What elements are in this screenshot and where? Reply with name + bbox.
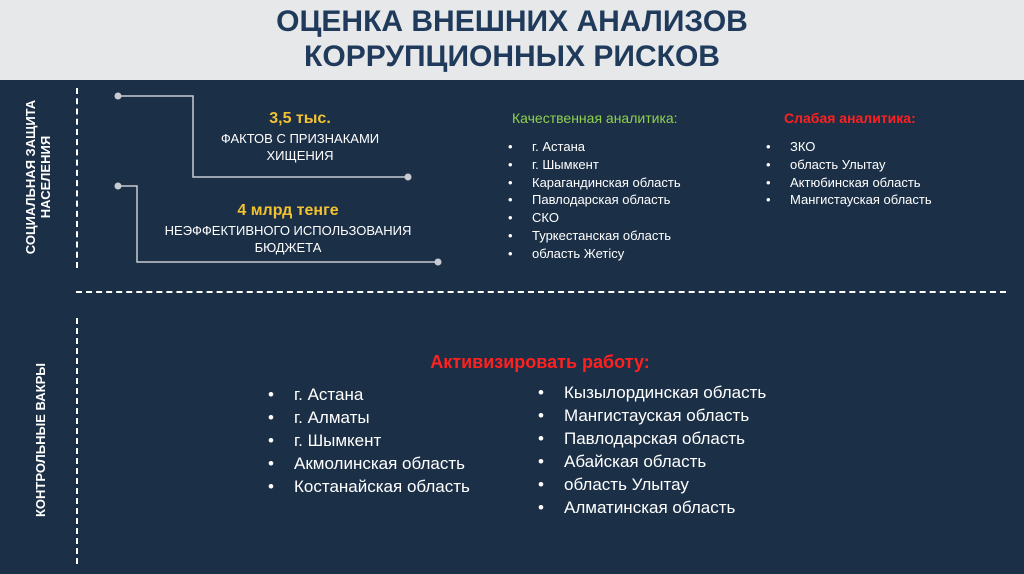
activate-list-right bbox=[538, 381, 766, 519]
list-item: • г. Астана bbox=[268, 383, 470, 406]
stat-description-2-line-2: БЮДЖЕТА bbox=[254, 240, 322, 255]
list-item: • ЗКО bbox=[766, 138, 932, 156]
list-item: • Карагандинская область bbox=[508, 174, 681, 192]
list-item: • Абайская область bbox=[538, 450, 766, 473]
weak-list bbox=[766, 138, 932, 209]
list-item: • г. Шымкент bbox=[268, 429, 470, 452]
section-label-social-line-1: СОЦИАЛЬНАЯ ЗАЩИТА bbox=[23, 99, 38, 255]
list-item: • Туркестанская область bbox=[508, 227, 681, 245]
section-label-control-text: КОНТРОЛЬНЫЕ ВАКРЫ bbox=[33, 363, 48, 517]
list-item: • Мангистауская область bbox=[538, 404, 766, 427]
list-item: • Павлодарская область bbox=[538, 427, 766, 450]
connector-dot bbox=[405, 174, 412, 181]
list-item: • г. Шымкент bbox=[508, 156, 681, 174]
stat-description-1 bbox=[180, 130, 420, 164]
stat-value-2: 4 млрд тенге bbox=[237, 202, 339, 219]
quality-list bbox=[508, 138, 681, 263]
list-item: • СКО bbox=[508, 209, 681, 227]
stat-description-2 bbox=[138, 222, 438, 256]
connector-dot bbox=[115, 93, 122, 100]
list-item: • Павлодарская область bbox=[508, 191, 681, 209]
title-line-1: ОЦЕНКА ВНЕШНИХ АНАЛИЗОВ bbox=[276, 5, 748, 38]
stat-description-2-line-1: НЕЭФФЕКТИВНОГО ИСПОЛЬЗОВАНИЯ bbox=[164, 223, 412, 238]
weak-heading: Слабая аналитика: bbox=[784, 110, 916, 126]
list-item: • г. Астана bbox=[508, 138, 681, 156]
stat-description-1-line-1: ФАКТОВ С ПРИЗНАКАМИ bbox=[220, 131, 380, 146]
activate-list-left bbox=[268, 383, 470, 498]
title-line-2: КОРРУПЦИОННЫХ РИСКОВ bbox=[304, 40, 720, 73]
section-label-social-line-2: НАСЕЛЕНИЯ bbox=[38, 135, 53, 219]
list-item: • г. Алматы bbox=[268, 406, 470, 429]
quality-heading: Качественная аналитика: bbox=[512, 110, 678, 126]
list-item: • область Жетісу bbox=[508, 245, 681, 263]
list-item: • Кызылординская область bbox=[538, 381, 766, 404]
list-item: • Акмолинская область bbox=[268, 452, 470, 475]
list-item: • область Улытау bbox=[766, 156, 932, 174]
list-item: • Актюбинская область bbox=[766, 174, 932, 192]
list-item: • Мангистауская область bbox=[766, 191, 932, 209]
connector-dot bbox=[435, 259, 442, 266]
stat-description-1-line-2: ХИЩЕНИЯ bbox=[266, 148, 334, 163]
list-item: • Костанайская область bbox=[268, 475, 470, 498]
list-item: • область Улытау bbox=[538, 473, 766, 496]
stat-value-1: 3,5 тыс. bbox=[269, 110, 331, 127]
list-item: • Алматинская область bbox=[538, 496, 766, 519]
connector-dot bbox=[115, 183, 122, 190]
activate-heading: Активизировать работу: bbox=[430, 352, 650, 372]
